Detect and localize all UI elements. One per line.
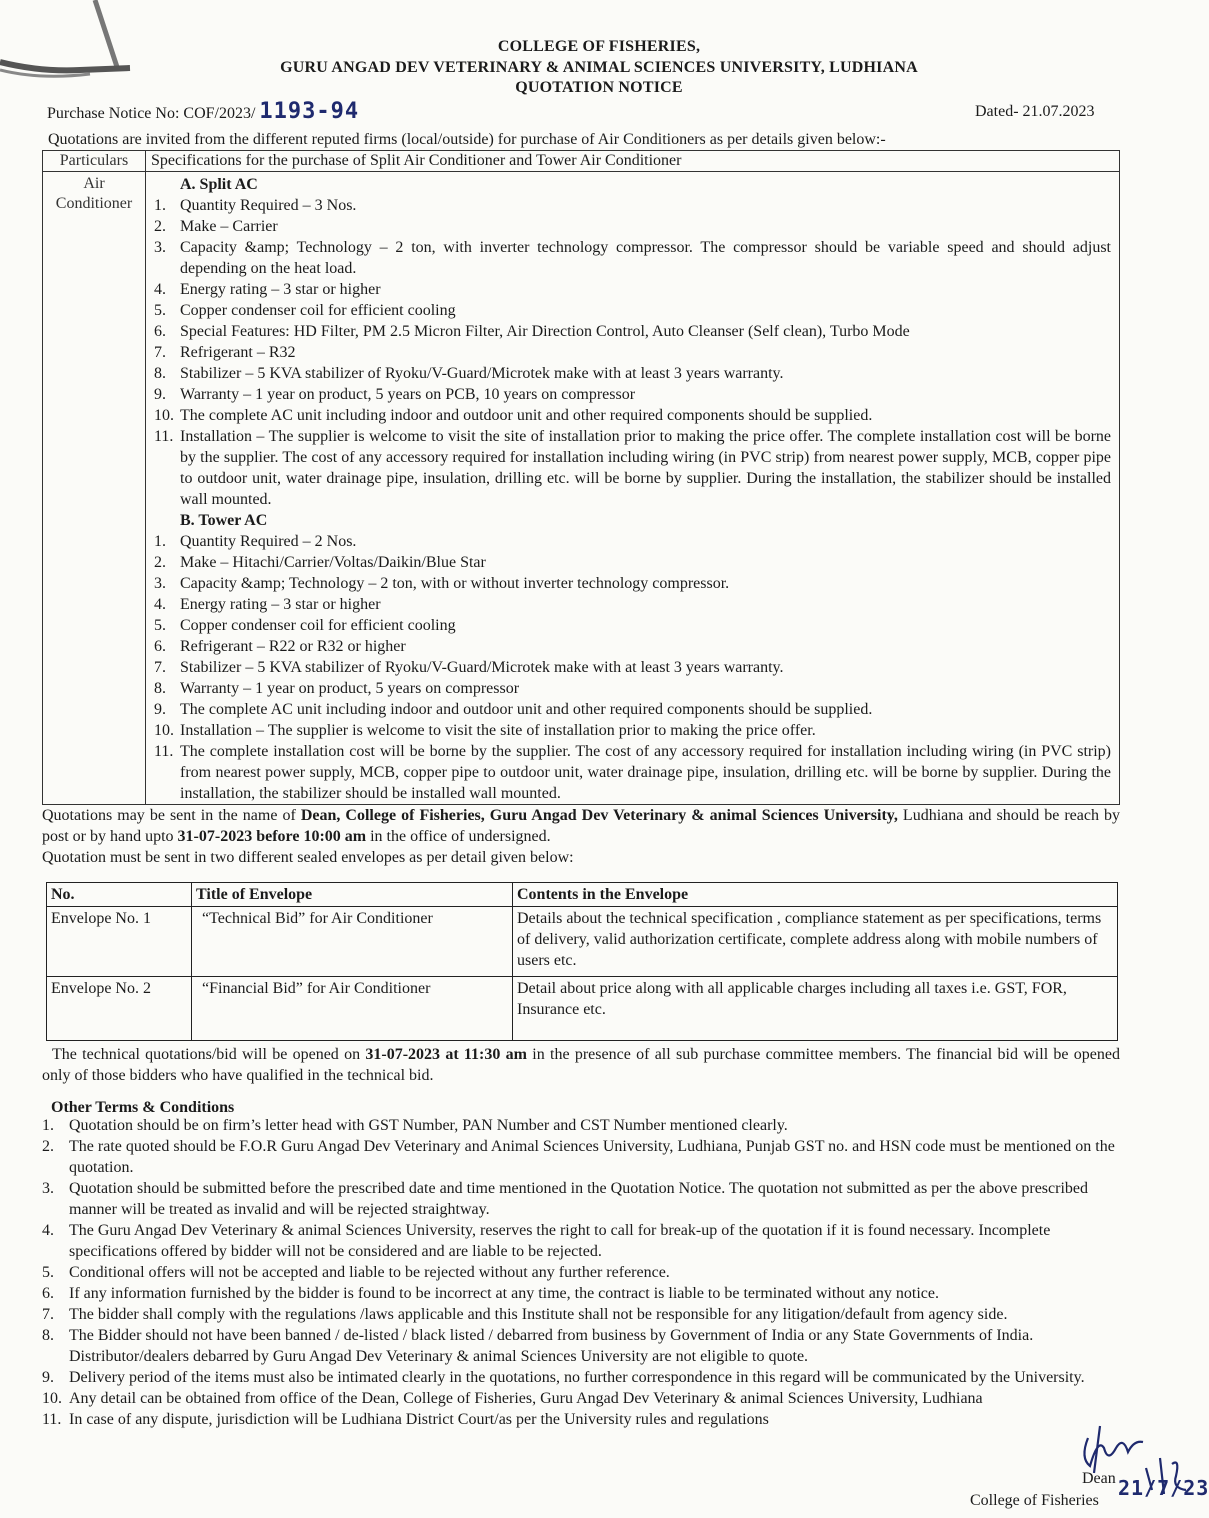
list-item <box>154 216 1111 237</box>
list-item <box>154 300 1111 321</box>
particulars-cell <box>43 172 146 805</box>
list-item-text: Capacity &amp; Technology – 2 ton, with or without inverter technology compressor. <box>180 575 730 592</box>
spec-table-body-row <box>43 172 1120 805</box>
list-item-number: 4. <box>154 281 166 298</box>
list-item-text: Refrigerant – R32 <box>180 344 296 361</box>
signatory-office: College of Fisheries <box>970 1492 1099 1509</box>
list-item-text: Quantity Required – 2 Nos. <box>180 533 357 550</box>
list-item-text: Make – Hitachi/Carrier/Voltas/Daikin/Blue Star <box>180 554 486 571</box>
table-row <box>47 907 1118 977</box>
list-item <box>154 720 1111 741</box>
list-item-number: 8. <box>154 365 166 382</box>
list-item-number: 5. <box>154 617 166 634</box>
list-item <box>154 678 1111 699</box>
list-item-number: 2. <box>42 1138 54 1155</box>
list-item-text: Copper condenser coil for efficient cooling <box>180 617 456 634</box>
list-item <box>154 636 1111 657</box>
notice-number <box>47 101 359 124</box>
college-name-heading: COLLEGE OF FISHERIES, <box>497 38 701 55</box>
specifications-header: Specifications for the purchase of Split Air Conditioner and Tower Air Conditioner <box>146 151 1120 172</box>
list-item-text: Any detail can be obtained from office of the Dean, College of Fisheries, Guru Angad Dev Veterinary & animal Sciences University, Ludhiana <box>69 1390 983 1407</box>
list-item-number: 2. <box>154 218 166 235</box>
particular-line-2: Conditioner <box>55 195 133 212</box>
list-item-number: 6. <box>154 323 166 340</box>
list-item-number: 2. <box>154 554 166 571</box>
list-item-text: Quotation should be on firm’s letter head with GST Number, PAN Number and CST Number mentioned clearly. <box>69 1117 788 1134</box>
list-item-text: Special Features: HD Filter, PM 2.5 Micron Filter, Air Direction Control, Auto Cleanser (Self clean), Turbo Mode <box>180 323 910 340</box>
notice-number-label: Purchase Notice No: COF/2023/ <box>47 105 256 122</box>
specification-table <box>42 150 1120 805</box>
send-text-1: Quotations may be sent in the name of <box>42 807 301 824</box>
split-ac-heading: A. Split AC <box>180 176 258 193</box>
envelope-title-header: Title of Envelope <box>192 883 513 907</box>
list-item-number: 7. <box>154 344 166 361</box>
list-item-number: 5. <box>154 302 166 319</box>
notice-date: Dated- 21.07.2023 <box>975 103 1095 120</box>
list-item <box>42 1262 1120 1283</box>
list-item-number: 9. <box>42 1369 54 1386</box>
list-item-number: 1. <box>42 1117 54 1134</box>
list-item <box>154 405 1111 426</box>
list-item-number: 8. <box>154 680 166 697</box>
tower-ac-heading: B. Tower AC <box>180 512 268 529</box>
list-item-number: 11. <box>42 1411 62 1428</box>
send-addressee: Dean, College of Fisheries, Guru Angad Dev Veterinary & animal Sciences University, <box>300 807 898 824</box>
handwritten-signature-date: 21/7/23 <box>1118 1476 1209 1500</box>
list-item-text: Stabilizer – 5 KVA stabilizer of Ryoku/V-Guard/Microtek make with at least 3 years warranty. <box>180 659 784 676</box>
envelope-2-title: “Financial Bid” for Air Conditioner <box>192 977 513 1041</box>
split-ac-list <box>154 195 1111 510</box>
list-item-text: The rate quoted should be F.O.R Guru Angad Dev Veterinary and Animal Sciences University, Ludhiana, Punjab GST no. and HSN code must be mentioned on the quotation. <box>69 1138 1115 1176</box>
envelope-header-row <box>47 883 1118 907</box>
list-item <box>154 384 1111 405</box>
envelope-no-header: No. <box>47 883 192 907</box>
send-deadline: 31-07-2023 before 10:00 am <box>177 828 367 845</box>
envelope-contents-header: Contents in the Envelope <box>513 883 1118 907</box>
envelope-instructions: Quotation must be sent in two different sealed envelopes as per detail given below: <box>42 849 574 866</box>
list-item-number: 11. <box>154 428 174 445</box>
terms-list <box>42 1115 1120 1430</box>
envelope-1-no: Envelope No. 1 <box>47 907 192 977</box>
list-item-number: 4. <box>154 596 166 613</box>
particular-line-1: Air <box>83 175 105 192</box>
list-item-number: 3. <box>154 575 166 592</box>
list-item-text: Quotation should be submitted before the prescribed date and time mentioned in the Quotation Notice. The quotation not submitted as per the above prescribed manner will be treated as invalid and will be rejected straightway. <box>69 1180 1088 1218</box>
tower-ac-list <box>154 531 1111 804</box>
specifications-cell <box>146 172 1120 805</box>
envelope-1-title: “Technical Bid” for Air Conditioner <box>192 907 513 977</box>
list-item-text: Delivery period of the items must also be intimated clearly in the quotations, no further correspondence in this regard will be communicated by the University. <box>69 1369 1085 1386</box>
list-item <box>154 657 1111 678</box>
list-item-text: Warranty – 1 year on product, 5 years on PCB, 10 years on compressor <box>180 386 636 403</box>
list-item-number: 9. <box>154 386 166 403</box>
list-item <box>154 699 1111 720</box>
list-item-number: 7. <box>154 659 166 676</box>
envelope-table <box>46 882 1118 1041</box>
send-instructions <box>42 805 1120 847</box>
list-item-text: Capacity &amp; Technology – 2 ton, with inverter technology compressor. The compressor should be variable speed and should adjust depending on the heat load. <box>180 239 1111 277</box>
envelope-2-contents: Detail about price along with all applicable charges including all taxes i.e. GST, FOR, Insurance etc. <box>513 977 1118 1041</box>
list-item-text: Conditional offers will not be accepted and liable to be rejected without any further reference. <box>69 1264 670 1281</box>
list-item <box>154 426 1111 510</box>
list-item-text: Installation – The supplier is welcome to visit the site of installation prior to making the price offer. The complete installation cost will be borne by the supplier. The cost of any accessory required for installation including wiring (in PVC strip) from nearest power supply, MCB, copper pipe to outdoor unit, water drainage pipe, insulation, drilling etc. will be borne by supplier. During the installation, the stabilizer should be installed wall mounted. <box>180 428 1111 508</box>
opening-text-1: The technical quotations/bid will be opened on <box>52 1046 366 1063</box>
list-item <box>42 1409 1120 1430</box>
list-item-number: 10. <box>42 1390 62 1407</box>
list-item-text: The complete AC unit including indoor and outdoor unit and other required components should be supplied. <box>180 407 873 424</box>
list-item-text: The Bidder should not have been banned / de-listed / black listed / debarred from business by Government of India or any State Governments of India. Distributor/dealers debarred by Guru Angad Dev Veterinary & animal Sciences University are not eligible to quote. <box>69 1327 1034 1365</box>
particulars-header: Particulars <box>43 151 146 172</box>
send-text-3: in the office of undersigned. <box>366 828 551 845</box>
list-item-number: 7. <box>42 1306 54 1323</box>
list-item <box>154 363 1111 384</box>
list-item-number: 4. <box>42 1222 54 1239</box>
opening-datetime: 31-07-2023 at 11:30 am <box>365 1046 527 1063</box>
terms-heading: Other Terms & Conditions <box>51 1099 235 1116</box>
list-item <box>42 1283 1120 1304</box>
list-item-text: Energy rating – 3 star or higher <box>180 596 381 613</box>
list-item-text: Make – Carrier <box>180 218 278 235</box>
notice-title: QUOTATION NOTICE <box>515 79 683 96</box>
list-item-text: The bidder shall comply with the regulations /laws applicable and this Institute shall not be responsible for any litigation/default from agency side. <box>69 1306 1008 1323</box>
opening-text-2: in the presence of all sub purchase committee members. The financial bid will be opened only of those bidders who have qualified in the technical bid. <box>42 1046 1121 1084</box>
list-item <box>154 279 1111 300</box>
list-item-number: 3. <box>42 1180 54 1197</box>
list-item <box>42 1388 1120 1409</box>
list-item-text: The complete installation cost will be borne by the supplier. The cost of any accessory required for installation including wiring (in PVC strip) from nearest power supply, MCB, copper pipe to outdoor unit, water drainage pipe, insulation, drilling etc. will be borne by supplier. During the installation, the stabilizer should be installed wall mounted. <box>180 743 1111 802</box>
list-item <box>42 1220 1120 1262</box>
list-item-number: 5. <box>42 1264 54 1281</box>
list-item-number: 6. <box>154 638 166 655</box>
send-text-2: Ludhiana and should be reach by post or by hand upto <box>42 807 1121 845</box>
envelope-2-no: Envelope No. 2 <box>47 977 192 1041</box>
list-item <box>42 1304 1120 1325</box>
list-item-number: 9. <box>154 701 166 718</box>
list-item-text: If any information furnished by the bidder is found to be incorrect at any time, the contract is liable to be terminated without any notice. <box>69 1285 939 1302</box>
handwritten-notice-number: 1193-94 <box>259 99 360 124</box>
list-item <box>154 552 1111 573</box>
list-item-number: 1. <box>154 197 166 214</box>
list-item <box>154 615 1111 636</box>
table-row <box>47 977 1118 1041</box>
list-item-text: In case of any dispute, jurisdiction will be Ludhiana District Court/as per the University rules and regulations <box>69 1411 769 1428</box>
list-item <box>154 573 1111 594</box>
list-item-number: 3. <box>154 239 166 256</box>
list-item-text: Energy rating – 3 star or higher <box>180 281 381 298</box>
list-item-text: Warranty – 1 year on product, 5 years on compressor <box>180 680 520 697</box>
list-item-number: 8. <box>42 1327 54 1344</box>
opening-paragraph <box>42 1044 1120 1086</box>
list-item <box>154 531 1111 552</box>
list-item-text: The complete AC unit including indoor and outdoor unit and other required components should be supplied. <box>180 701 873 718</box>
list-item <box>154 195 1111 216</box>
list-item <box>154 594 1111 615</box>
list-item-text: Stabilizer – 5 KVA stabilizer of Ryoku/V-Guard/Microtek make with at least 3 years warranty. <box>180 365 784 382</box>
list-item <box>42 1136 1120 1178</box>
list-item-text: The Guru Angad Dev Veterinary & animal Sciences University, reserves the right to call for break-up of the quotation if it is found necessary. Incomplete specifications offered by bidder will not be considered and are liable to be rejected. <box>69 1222 1051 1260</box>
spec-table-header-row <box>43 151 1120 172</box>
list-item-number: 6. <box>42 1285 54 1302</box>
list-item-number: 10. <box>154 407 174 424</box>
list-item <box>154 237 1111 279</box>
list-item-number: 1. <box>154 533 166 550</box>
list-item <box>154 342 1111 363</box>
list-item <box>154 321 1111 342</box>
list-item <box>42 1325 1120 1367</box>
list-item <box>42 1178 1120 1220</box>
list-item <box>42 1115 1120 1136</box>
list-item-text: Copper condenser coil for efficient cooling <box>180 302 456 319</box>
envelope-1-contents: Details about the technical specification , compliance statement as per specifications, terms of delivery, valid authorization certificate, complete address along with mobile numbers of users etc. <box>513 907 1118 977</box>
list-item <box>42 1367 1120 1388</box>
list-item-text: Quantity Required – 3 Nos. <box>180 197 357 214</box>
signatory-title: Dean <box>1082 1470 1116 1487</box>
university-name-heading: GURU ANGAD DEV VETERINARY & ANIMAL SCIENCES UNIVERSITY, LUDHIANA <box>280 59 918 76</box>
list-item-text: Refrigerant – R22 or R32 or higher <box>180 638 406 655</box>
list-item-number: 10. <box>154 722 174 739</box>
list-item <box>154 741 1111 804</box>
list-item-text: Installation – The supplier is welcome to visit the site of installation prior to making the price offer. <box>180 722 816 739</box>
intro-text: Quotations are invited from the different reputed firms (local/outside) for purchase of Air Conditioners as per details given below:- <box>48 131 886 148</box>
list-item-number: 11. <box>154 743 174 760</box>
